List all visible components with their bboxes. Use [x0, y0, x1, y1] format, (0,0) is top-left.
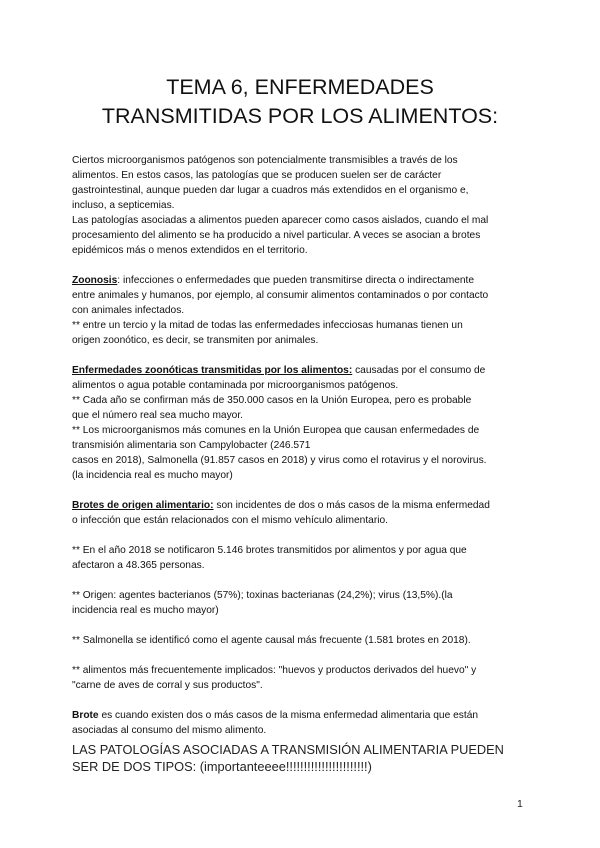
text-line [72, 363, 534, 378]
text-line: (la incidencia real es mucho mayor) [72, 470, 233, 481]
text-line: entre animales y humanos, por ejemplo, al consumir alimentos contaminados o por contacto [72, 290, 489, 301]
zoonotic-diseases-term: Enfermedades zoonóticas transmitidas por los alimentos: [72, 365, 353, 376]
text-line: origen zoonótico, es decir, se transmiten por animales. [72, 335, 319, 346]
outbreak-term: Brote [72, 710, 99, 721]
text-line: procesamiento del alimento se ha producido a nivel particular. A veces se asocian a brotes [72, 230, 481, 241]
text-line: transmisión alimentaria son Campylobacter (246.571 [72, 440, 311, 451]
note-origin [72, 588, 534, 618]
text-line: que el número real sea mucho mayor. [72, 410, 244, 421]
text-line: o infección que están relacionados con el mismo vehículo alimentario. [72, 515, 388, 526]
zoonotic-diseases-section [72, 363, 534, 483]
text-line [72, 273, 534, 288]
outbreaks-term: Brotes de origen alimentario: [72, 500, 214, 511]
closing-line-2: SER DE DOS TIPOS: (importanteeee!!!!!!!!!!!!!!!!!!!!!!!) [72, 759, 372, 774]
text-fragment: son incidentes de dos o más casos de la misma enfermedad [213, 500, 490, 511]
note-salmonella [72, 633, 534, 648]
text-line: ** Los microorganismos más comunes en la Unión Europea que causan enfermedades de [72, 425, 480, 436]
page-title [40, 73, 560, 131]
text-line: ** Cada año se confirman más de 350.000 casos en la Unión Europea, pero es probable [72, 395, 472, 406]
text-line [72, 708, 534, 723]
outbreak-definition [72, 708, 534, 738]
closing-heading [72, 741, 552, 775]
note-foods [72, 663, 534, 693]
zoonosis-term: Zoonosis [72, 275, 118, 286]
text-fragment: es cuando existen dos o más casos de la misma enfermedad alimentaria que están [98, 710, 479, 721]
text-line: alimentos. En estos casos, las patologías que se producen suelen ser de carácter [72, 170, 442, 181]
text-line: con animales infectados. [72, 305, 185, 316]
title-line-1: TEMA 6, ENFERMEDADES [166, 75, 434, 99]
note-2018 [72, 543, 534, 573]
text-line: afectaron a 48.365 personas. [72, 560, 205, 571]
text-line: incidencia real es mucho mayor) [72, 605, 219, 616]
title-line-2: TRANSMITIDAS POR LOS ALIMENTOS: [101, 104, 499, 128]
text-line: ** Origen: agentes bacterianos (57%); toxinas bacterianas (24,2%); virus (13,5%).(la [72, 590, 453, 601]
closing-line-1: LAS PATOLOGÍAS ASOCIADAS A TRANSMISIÓN ALIMENTARIA PUEDEN [72, 742, 504, 757]
text-line: "carne de aves de corral y sus productos". [72, 680, 263, 691]
text-line: Las patologías asociadas a alimentos pueden aparecer como casos aislados, cuando el mal [72, 215, 489, 226]
text-line [72, 498, 534, 513]
zoonosis-section [72, 273, 534, 348]
text-line: epidémicos más o menos extendidos en el territorio. [72, 245, 308, 256]
outbreaks-section [72, 498, 534, 528]
text-line: ** En el año 2018 se notificaron 5.146 brotes transmitidos por alimentos y por agua que [72, 545, 467, 556]
text-fragment: causadas por el consumo de [352, 365, 486, 376]
text-line: Ciertos microorganismos patógenos son potencialmente transmisibles a través de los [72, 155, 458, 166]
text-line: asociadas al consumo del mismo alimento. [72, 725, 267, 736]
text-line: ** alimentos más frecuentemente implicados: "huevos y productos derivados del huevo" y [72, 665, 477, 676]
page-number: 1 [517, 798, 523, 810]
text-line: casos en 2018), Salmonella (91.857 casos en 2018) y virus como el rotavirus y el norovirus. [72, 455, 487, 466]
intro-paragraph [72, 153, 534, 258]
text-line: ** Salmonella se identificó como el agente causal más frecuente (1.581 brotes en 2018). [72, 635, 471, 646]
document-body [72, 153, 534, 738]
text-line: incluso, a septicemias. [72, 200, 175, 211]
text-line: alimentos o agua potable contaminada por microorganismos patógenos. [72, 380, 399, 391]
text-line: ** entre un tercio y la mitad de todas las enfermedades infecciosas humanas tienen un [72, 320, 463, 331]
text-line: gastrointestinal, aunque pueden dar lugar a cuadros más extendidos en el organismo e, [72, 185, 469, 196]
text-fragment: : infecciones o enfermedades que pueden transmitirse directa o indirectamente [117, 275, 475, 286]
